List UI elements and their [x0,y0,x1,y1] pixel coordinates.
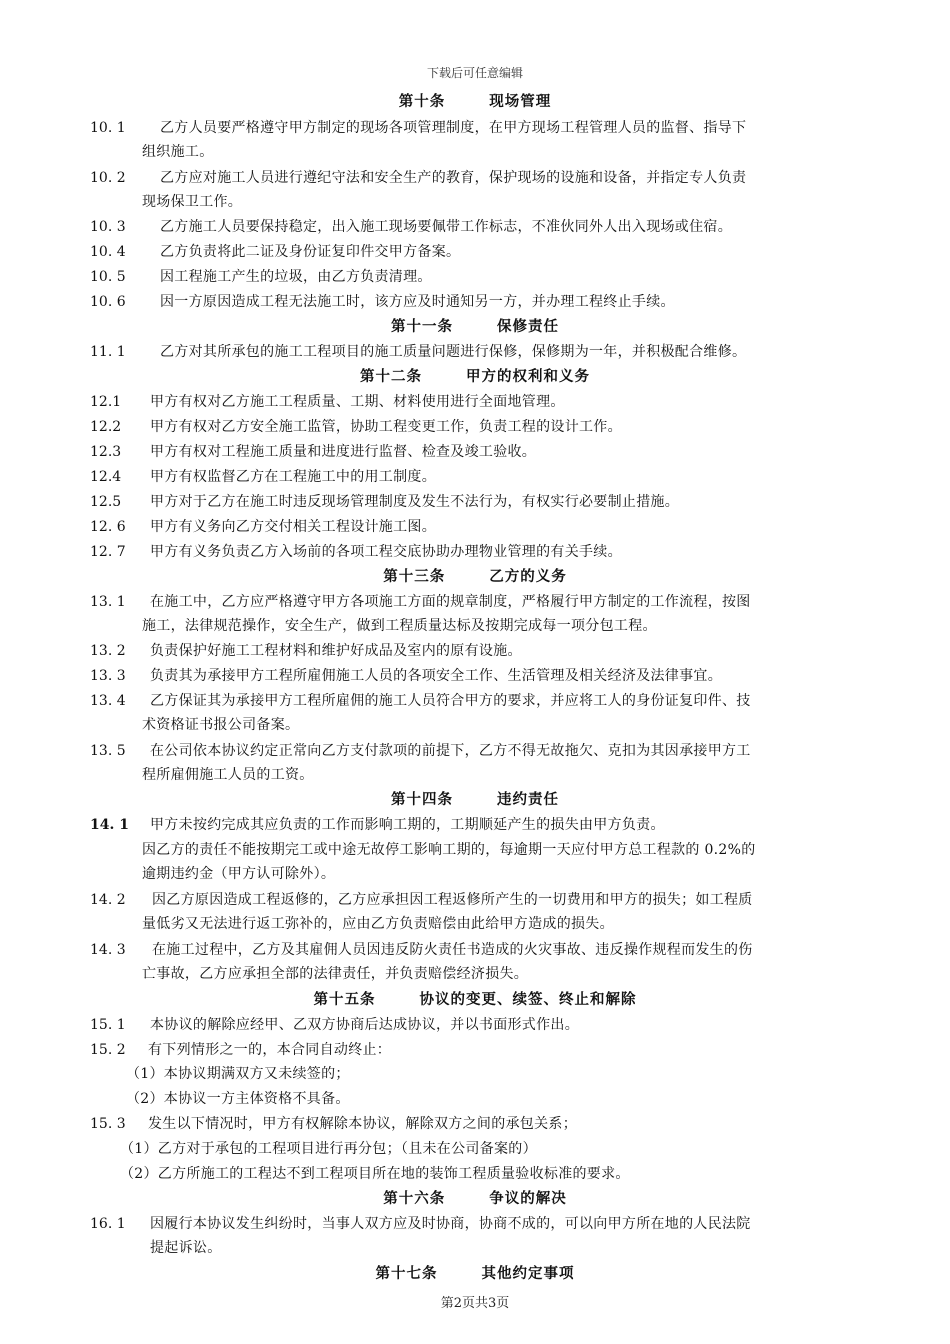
heading-title: 乙方的义务 [489,568,567,585]
heading-title: 协议的变更、续签、终止和解除 [419,991,637,1008]
page-footer: 第2页共3页 [440,1296,510,1311]
clause-text: 甲方有权对工程施工质量和进度进行监督、检查及竣工验收。 [150,444,537,460]
clause-number: 12.3 [90,444,122,460]
clause-number: 14. 2 [90,892,126,908]
clause-text: 提起诉讼。 [150,1240,222,1256]
clause-subitem: （2）乙方所施工的工程达不到工程项目所在地的装饰工程质量验收标准的要求。 [120,1166,630,1182]
clause-text: 量低劣又无法进行返工弥补的，应由乙方负责赔偿由此给甲方造成的损失。 [142,916,614,932]
heading-number: 第十五条 [313,991,376,1008]
clause-number: 12.5 [90,494,122,510]
clause-text: 乙方应对施工人员进行遵纪守法和安全生产的教育，保护现场的设施和设备，并指定专人负责 [160,170,747,186]
clause-text: 负责其为承接甲方工程所雇佣施工人员的各项安全工作、生活管理及相关经济及法律事宜。 [150,668,722,684]
clause-number: 15. 2 [90,1042,126,1058]
clause-number: 12. 7 [90,544,126,560]
heading-number: 第十三条 [383,568,446,585]
clause-text: 组织施工。 [142,144,214,160]
clause-number: 10. 2 [90,170,126,186]
clause-text: 甲方有权监督乙方在工程施工中的用工制度。 [150,469,436,485]
clause-text: 负责保护好施工工程材料和维护好成品及室内的原有设施。 [150,643,522,659]
clause-number: 13. 4 [90,693,126,709]
heading-title: 保修责任 [497,318,559,335]
heading-title: 现场管理 [489,93,552,110]
clause-number: 12. 6 [90,519,126,535]
clause-text: 甲方有义务向乙方交付相关工程设计施工图。 [150,519,436,535]
heading-title: 争议的解决 [489,1190,567,1207]
clause-number: 13. 2 [90,643,126,659]
clause-text: 甲方对于乙方在施工时违反现场管理制度及发生不法行为，有权实行必要制止措施。 [150,494,680,510]
clause-number: 10. 4 [90,244,126,260]
clause-text: 在施工中，乙方应严格遵守甲方各项施工方面的规章制度，严格履行甲方制定的工作流程，按图 [150,594,751,610]
clause-text: 乙方人员要严格遵守甲方制定的现场各项管理制度，在甲方现场工程管理人员的监督、指导下 [160,120,747,136]
heading-title: 其他约定事项 [481,1265,575,1282]
clause-number: 10. 5 [90,269,126,285]
section-heading-12 [0,365,950,386]
heading-title: 甲方的权利和义务 [466,368,590,385]
section-heading-17 [0,1262,950,1283]
clause-number: 11. 1 [90,344,126,360]
clause-text: 因履行本协议发生纠纷时，当事人双方应及时协商，协商不成的，可以向甲方所在地的人民法院 [150,1216,751,1232]
heading-number: 第十四条 [391,791,453,808]
clause-subitem: （2）本协议一方主体资格不具备。 [126,1091,350,1107]
clause-number: 15. 3 [90,1116,126,1132]
clause-number: 15. 1 [90,1017,126,1033]
clause-text: 亡事故，乙方应承担全部的法律责任，并负责赔偿经济损失。 [142,966,529,982]
clause-text: 因一方原因造成工程无法施工时，该方应及时通知另一方，并办理工程终止手续。 [160,294,675,310]
clause-number: 14. 1 [90,817,129,833]
clause-text: 因乙方的责任不能按期完工或中途无故停工影响工期的，每逾期一天应付甲方总工程款的 0.2%的 [142,842,756,858]
clause-number: 12.2 [90,419,122,435]
clause-text: 甲方有义务负责乙方入场前的各项工程交底协助办理物业管理的有关手续。 [150,544,622,560]
section-heading-10 [0,90,950,111]
clause-text: 乙方保证其为承接甲方工程所雇佣的施工人员符合甲方的要求，并应将工人的身份证复印件、技 [150,693,751,709]
section-heading-15 [0,988,950,1009]
section-heading-14 [0,788,950,809]
clause-text: 术资格证书报公司备案。 [142,717,300,733]
clause-subitem: （1）乙方对于承包的工程项目进行再分包；（且未在公司备案的） [120,1141,537,1157]
clause-text: 因乙方原因造成工程返修的，乙方应承担因工程返修所产生的一切费用和甲方的损失；如工程质 [152,892,753,908]
clause-text: 现场保卫工作。 [142,194,243,210]
clause-text: 本协议的解除应经甲、乙双方协商后达成协议，并以书面形式作出。 [150,1017,579,1033]
heading-title: 违约责任 [497,791,559,808]
clause-text: 甲方未按约完成其应负责的工作而影响工期的，工期顺延产生的损失由甲方负责。 [150,817,665,833]
clause-number: 10. 6 [90,294,126,310]
heading-number: 第十六条 [383,1190,446,1207]
clause-number: 12.4 [90,469,122,485]
clause-text: 乙方对其所承包的施工工程项目的施工质量问题进行保修，保修期为一年，并积极配合维修。 [160,344,747,360]
heading-number: 第十七条 [375,1265,438,1282]
clause-text: 乙方施工人员要保持稳定，出入施工现场要佩带工作标志，不准伙同外人出入现场或住宿。 [160,219,732,235]
heading-number: 第十条 [398,93,446,110]
clause-number: 10. 3 [90,219,126,235]
clause-text: 乙方负责将此二证及身份证复印件交甲方备案。 [160,244,461,260]
section-heading-11 [0,315,950,336]
clause-number: 13. 1 [90,594,126,610]
clause-text: 甲方有权对乙方施工工程质量、工期、材料使用进行全面地管理。 [150,394,565,410]
clause-number: 13. 5 [90,743,126,759]
heading-number: 第十二条 [360,368,422,385]
clause-text: 甲方有权对乙方安全施工监管，协助工程变更工作，负责工程的设计工作。 [150,419,622,435]
section-heading-13 [0,565,950,586]
header-note: 下载后可任意编辑 [426,66,523,80]
heading-number: 第十一条 [391,318,453,335]
clause-number: 14. 3 [90,942,126,958]
clause-text: 有下列情形之一的，本合同自动终止： [148,1042,392,1058]
clause-text: 在公司依本协议约定正常向乙方支付款项的前提下，乙方不得无故拖欠、克扣为其因承接甲方工 [150,743,751,759]
clause-text: 在施工过程中，乙方及其雇佣人员因违反防火责任书造成的火灾事故、违反操作规程而发生的伤 [152,942,753,958]
clause-number: 13. 3 [90,668,126,684]
section-heading-16 [0,1187,950,1208]
clause-number: 16. 1 [90,1216,126,1232]
clause-number: 12.1 [90,394,122,410]
clause-number: 10. 1 [90,120,126,136]
clause-text: 因工程施工产生的垃圾，由乙方负责清理。 [160,269,432,285]
clause-subitem: （1）本协议期满双方又未续签的； [126,1066,350,1082]
clause-text: 程所雇佣施工人员的工资。 [142,767,314,783]
clause-text: 发生以下情况时，甲方有权解除本协议，解除双方之间的承包关系； [148,1116,577,1132]
clause-text: 施工，法律规范操作，安全生产，做到工程质量达标及按期完成每一项分包工程。 [142,618,657,634]
clause-text: 逾期违约金（甲方认可除外）。 [142,866,336,882]
